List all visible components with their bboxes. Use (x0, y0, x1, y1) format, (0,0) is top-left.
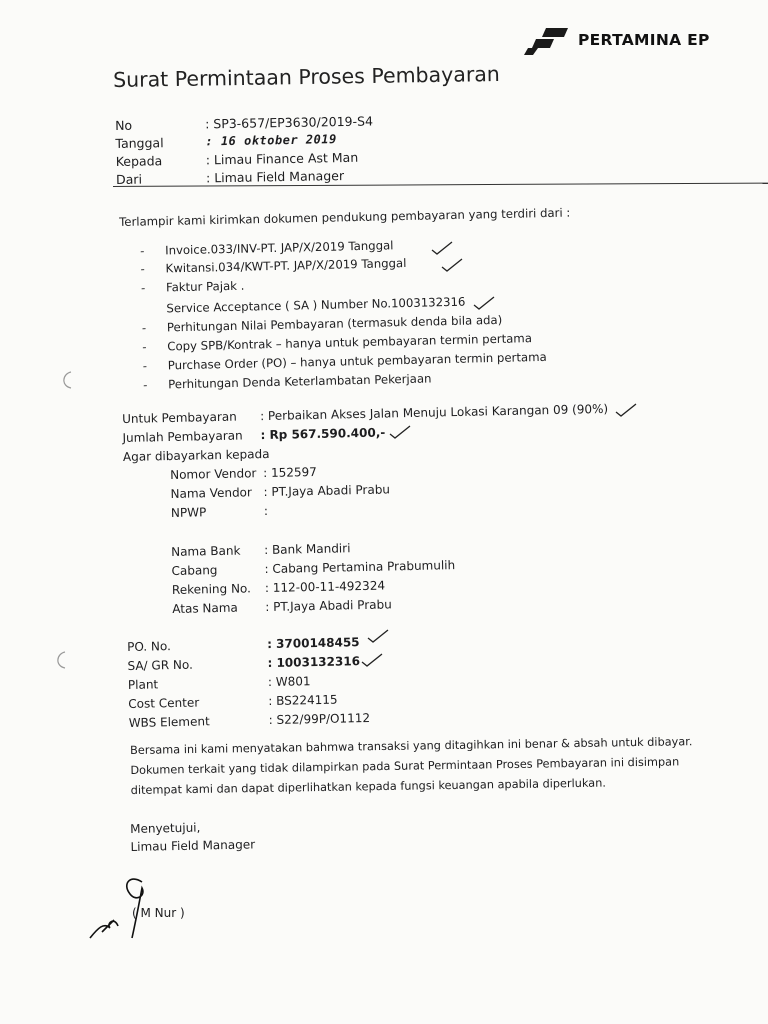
pertamina-logo (524, 26, 724, 60)
bullet: - (140, 243, 145, 258)
amount-label: Jumlah Pembayaran (122, 428, 243, 445)
header-label: Kepada (115, 153, 163, 169)
code-value: : W801 (267, 674, 311, 690)
bullet: - (143, 377, 148, 392)
bullet: - (140, 280, 146, 295)
header-label: Tanggal (115, 135, 164, 151)
bullet: - (142, 339, 147, 354)
brand-name: PERTAMINA EP (578, 31, 710, 49)
vendor-value: : (263, 503, 269, 519)
amount-value: : Rp 567.590.400,- (260, 425, 386, 443)
code-label: PO. No. (127, 639, 172, 654)
bullet: - (140, 261, 145, 276)
list-item-text: Perhitungan Nilai Pembayaran (termasuk denda bila ada) (166, 312, 503, 335)
check-mark-icon (614, 402, 638, 418)
document-title: Surat Permintaan Proses Pembayaran (113, 61, 501, 92)
list-item-text: Invoice.033/INV-PT. JAP/X/2019 Tanggal (164, 238, 394, 258)
header-label: No (115, 117, 133, 133)
payee-heading: Agar dibayarkan kepada (122, 446, 270, 464)
vendor-value: : PT.Jaya Abadi Prabu (263, 482, 391, 500)
bank-value: : Bank Mandiri (263, 541, 351, 558)
bank-label: Atas Nama (172, 600, 238, 616)
codes-block (127, 632, 489, 740)
bank-label: Cabang (171, 563, 218, 578)
approval-block (130, 817, 351, 862)
vendor-block (170, 460, 531, 528)
header-value-handwritten: : 16 oktober 2019 (205, 132, 337, 149)
code-value: : BS224115 (268, 692, 338, 709)
approval-label: Menyetujui, (130, 820, 201, 836)
approval-role: Limau Field Manager (130, 837, 256, 854)
list-item-text: Purchase Order (PO) – hanya untuk pembayaran termin pertama (167, 349, 547, 373)
signature (84, 868, 164, 948)
code-value: : S22/99P/O1112 (268, 710, 371, 728)
punch-hole-mark (58, 370, 74, 390)
document-list (140, 234, 603, 394)
vendor-label: Nama Vendor (170, 485, 253, 501)
code-value: : 3700148455 (266, 635, 360, 652)
bank-label: Rekening No. (171, 581, 252, 597)
punch-hole-mark (52, 650, 68, 670)
header-block (115, 111, 516, 190)
code-label: Plant (127, 677, 159, 692)
bullet: - (141, 320, 147, 335)
list-item-text: Kwitansi.034/KWT-PT. JAP/X/2019 Tanggal (165, 255, 407, 276)
code-label: SA/ GR No. (127, 657, 193, 673)
header-value: : Limau Finance Ast Man (205, 149, 359, 168)
check-mark-icon (430, 240, 454, 256)
bank-label: Nama Bank (171, 543, 241, 559)
check-mark-icon (472, 295, 496, 311)
signer-name: ( M Nur ) (132, 906, 185, 920)
header-label: Dari (115, 171, 143, 187)
bank-block (171, 537, 533, 625)
code-label: WBS Element (128, 714, 210, 730)
list-item-text: Service Acceptance ( SA ) Number No.1003132316 (166, 294, 466, 316)
pertamina-logo-icon (524, 26, 572, 56)
header-value: : SP3-657/EP3630/2019-S4 (204, 113, 374, 132)
purpose-label: Untuk Pembayaran (122, 409, 237, 426)
vendor-label: NPWP (170, 505, 207, 520)
code-value: : 1003132316 (267, 654, 361, 671)
header-value: : Limau Field Manager (205, 168, 345, 186)
list-item-text: Faktur Pajak . (165, 278, 245, 295)
statement-line: Dokumen terkait yang tidak dilampirkan pada Surat Permintaan Proses Pembayaran ini disimpan (130, 755, 680, 777)
list-item-text: Perhitungan Denda Keterlambatan Pekerjaan (168, 371, 432, 392)
check-mark-icon (360, 652, 384, 668)
vendor-value: : 152597 (262, 464, 317, 481)
statement-line: ditempat kami dan dapat diperlihatkan kepada fungsi keuangan apabila diperlukan. (130, 776, 607, 797)
vendor-label: Nomor Vendor (170, 466, 257, 482)
code-label: Cost Center (128, 695, 200, 711)
statement-block (130, 734, 751, 804)
check-mark-icon (440, 257, 464, 273)
intro-text: Terlampir kami kirimkan dokumen pendukung pembayaran yang terdiri dari : (119, 205, 571, 229)
statement-line: Bersama ini kami menyatakan bahmwa transaksi yang ditagihkan ini benar & absah untuk dibayar. (130, 735, 693, 757)
check-mark-icon (388, 424, 412, 440)
bank-value: : Cabang Pertamina Prabumulih (264, 558, 456, 577)
purpose-value: : Perbaikan Akses Jalan Menuju Lokasi Karangan 09 (90%) (259, 401, 609, 424)
bank-value: : PT.Jaya Abadi Prabu (265, 597, 392, 615)
bullet: - (142, 358, 148, 373)
check-mark-icon (366, 628, 390, 644)
list-item-text: Copy SPB/Kontrak – hanya untuk pembayaran termin pertama (167, 331, 533, 354)
bank-value: : 112-00-11-492324 (264, 578, 386, 596)
